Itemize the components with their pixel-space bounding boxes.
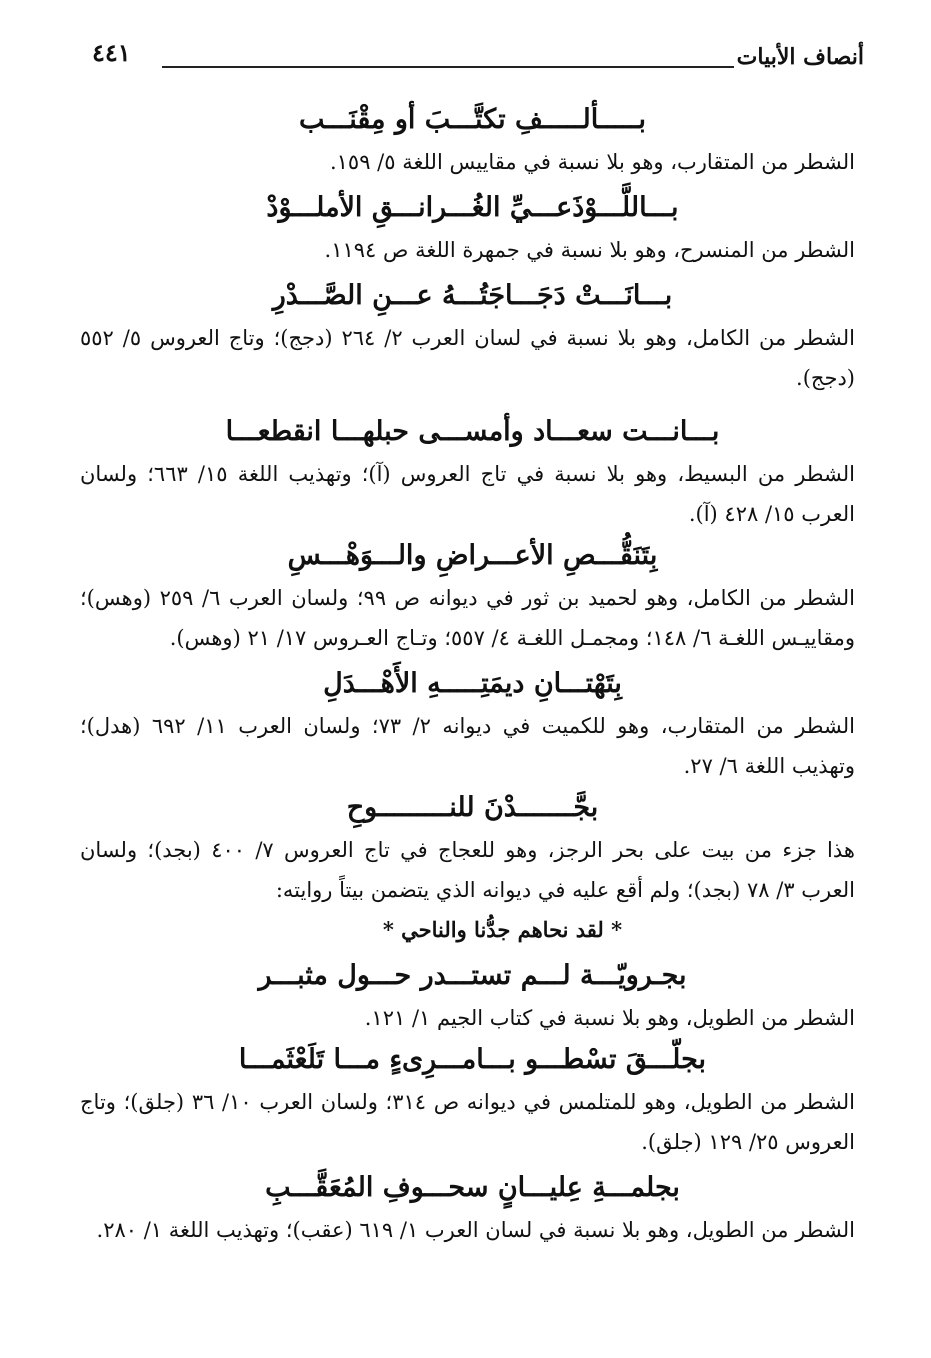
entry-3	[80, 274, 865, 398]
entry-9	[80, 1038, 865, 1162]
entry-5	[80, 534, 865, 658]
verse-note: الشطر من الطويل، وهو للمتلمس في ديوانه ص ٣١٤؛ ولسان العرب ١٠/ ٣٦ (جلق)؛ وتاج العروس ٢٥/ ١٢٩ (جلق).	[80, 1090, 855, 1154]
verse-note: الشطر من الطويل، وهو بلا نسبة في كتاب الجيم ١/ ١٢١.	[364, 1006, 855, 1030]
entry-6	[80, 662, 865, 786]
verse-note: الشطر من الطويل، وهو بلا نسبة في لسان العرب ١/ ٦١٩ (عقب)؛ وتهذيب اللغة ١/ ٢٨٠.	[96, 1218, 855, 1242]
entry-8	[80, 954, 865, 1038]
entry-1	[80, 98, 865, 182]
verse-note: الشطر من المنسرح، وهو بلا نسبة في جمهرة اللغة ص ١١٩٤.	[324, 238, 855, 262]
verse-heading: بجـرويّـــة لـــم تستـــدر حـــول مثبـــر	[258, 960, 687, 991]
entry-10	[80, 1166, 865, 1250]
verse-note: الشطر من الكامل، وهو لحميد بن ثور في ديوانه ص ٩٩؛ ولسان العرب ٦/ ٢٥٩ (وهس)؛ ومقاييـس اللغـة ٦/ ١٤٨؛ ومجمـل اللغـة ٤/ ٥٥٧؛ وتـاج العـروس ١٧/ ٢١ (وهس).	[80, 586, 855, 650]
verse-heading: بجلّـــقَ تسْطـــو بـــامـــرِىءٍ مـــا تَلَعْثَمـــا	[238, 1044, 707, 1075]
quoted-verse: * لقد نحاهم جدُّنا والناحي *	[382, 917, 623, 942]
entry-2	[80, 186, 865, 270]
entry-7	[80, 786, 865, 950]
header-rule	[162, 66, 734, 68]
running-title: أنصاف الأبيات	[736, 44, 864, 70]
verse-note: هذا جزء من بيت على بحر الرجز، وهو للعجاج في تاج العروس ٧/ ٤٠٠ (بجد)؛ ولسان العرب ٣/ ٧٨ (بجد)؛ ولم أقع عليه في ديوانه الذي يتضمن بيتاً روايته:	[80, 838, 855, 902]
verse-note: الشطر من المتقارب، وهو للكميت في ديوانه ٢/ ٧٣؛ ولسان العرب ١١/ ٦٩٢ (هدل)؛ وتهذيب اللغة ٦/ ٢٧.	[80, 714, 856, 778]
verse-heading: بـــانـــت سعـــاد وأمســـى حبلهـــا انقطعـــا	[225, 416, 720, 447]
verse-heading: بجلمـــةِ عِليـــانٍ سحـــوفِ المُعَقَّـــبِ	[265, 1172, 680, 1203]
verse-heading: بِتَنَقُّـــصِ الأعـــراضِ والـــوَهْـــسِ	[287, 540, 658, 571]
verse-note: الشطر من الكامل، وهو بلا نسبة في لسان العرب ٢/ ٢٦٤ (دجج)؛ وتاج العروس ٥/ ٥٥٢ (دجج).	[80, 326, 855, 390]
verse-heading: بـــانَـــتْ دَجَـــاجَتُـــهُ عـــنِ الصَّـــدْرِ	[272, 280, 673, 311]
verse-heading: بـــــألـــــفِ تكتَّـــبَ أو مِقْنَـــب	[298, 104, 647, 135]
entry-4	[80, 410, 865, 534]
verse-heading: بِتَهْتـــانِ ديمَتِـــــهِ الأَهْـــدَلِ	[323, 668, 622, 699]
page-header	[82, 38, 864, 78]
page-body	[80, 98, 865, 1250]
verse-note: الشطر من البسيط، وهو بلا نسبة في تاج العروس (آ)؛ وتهذيب اللغة ١٥/ ٦٦٣؛ ولسان العرب ١٥/ ٤٢٨ (آ).	[80, 462, 855, 526]
verse-heading: بـــاللَّـــوْذَعـــيِّ الغُـــرانـــقِ الأملـــوْدْ	[266, 192, 679, 223]
page-number: ٤٤١	[92, 38, 131, 67]
verse-heading: بجَّـــــــدْنَ للنـــــــــوحِ	[346, 792, 599, 823]
verse-note: الشطر من المتقارب، وهو بلا نسبة في مقاييس اللغة ٥/ ١٥٩.	[329, 150, 855, 174]
